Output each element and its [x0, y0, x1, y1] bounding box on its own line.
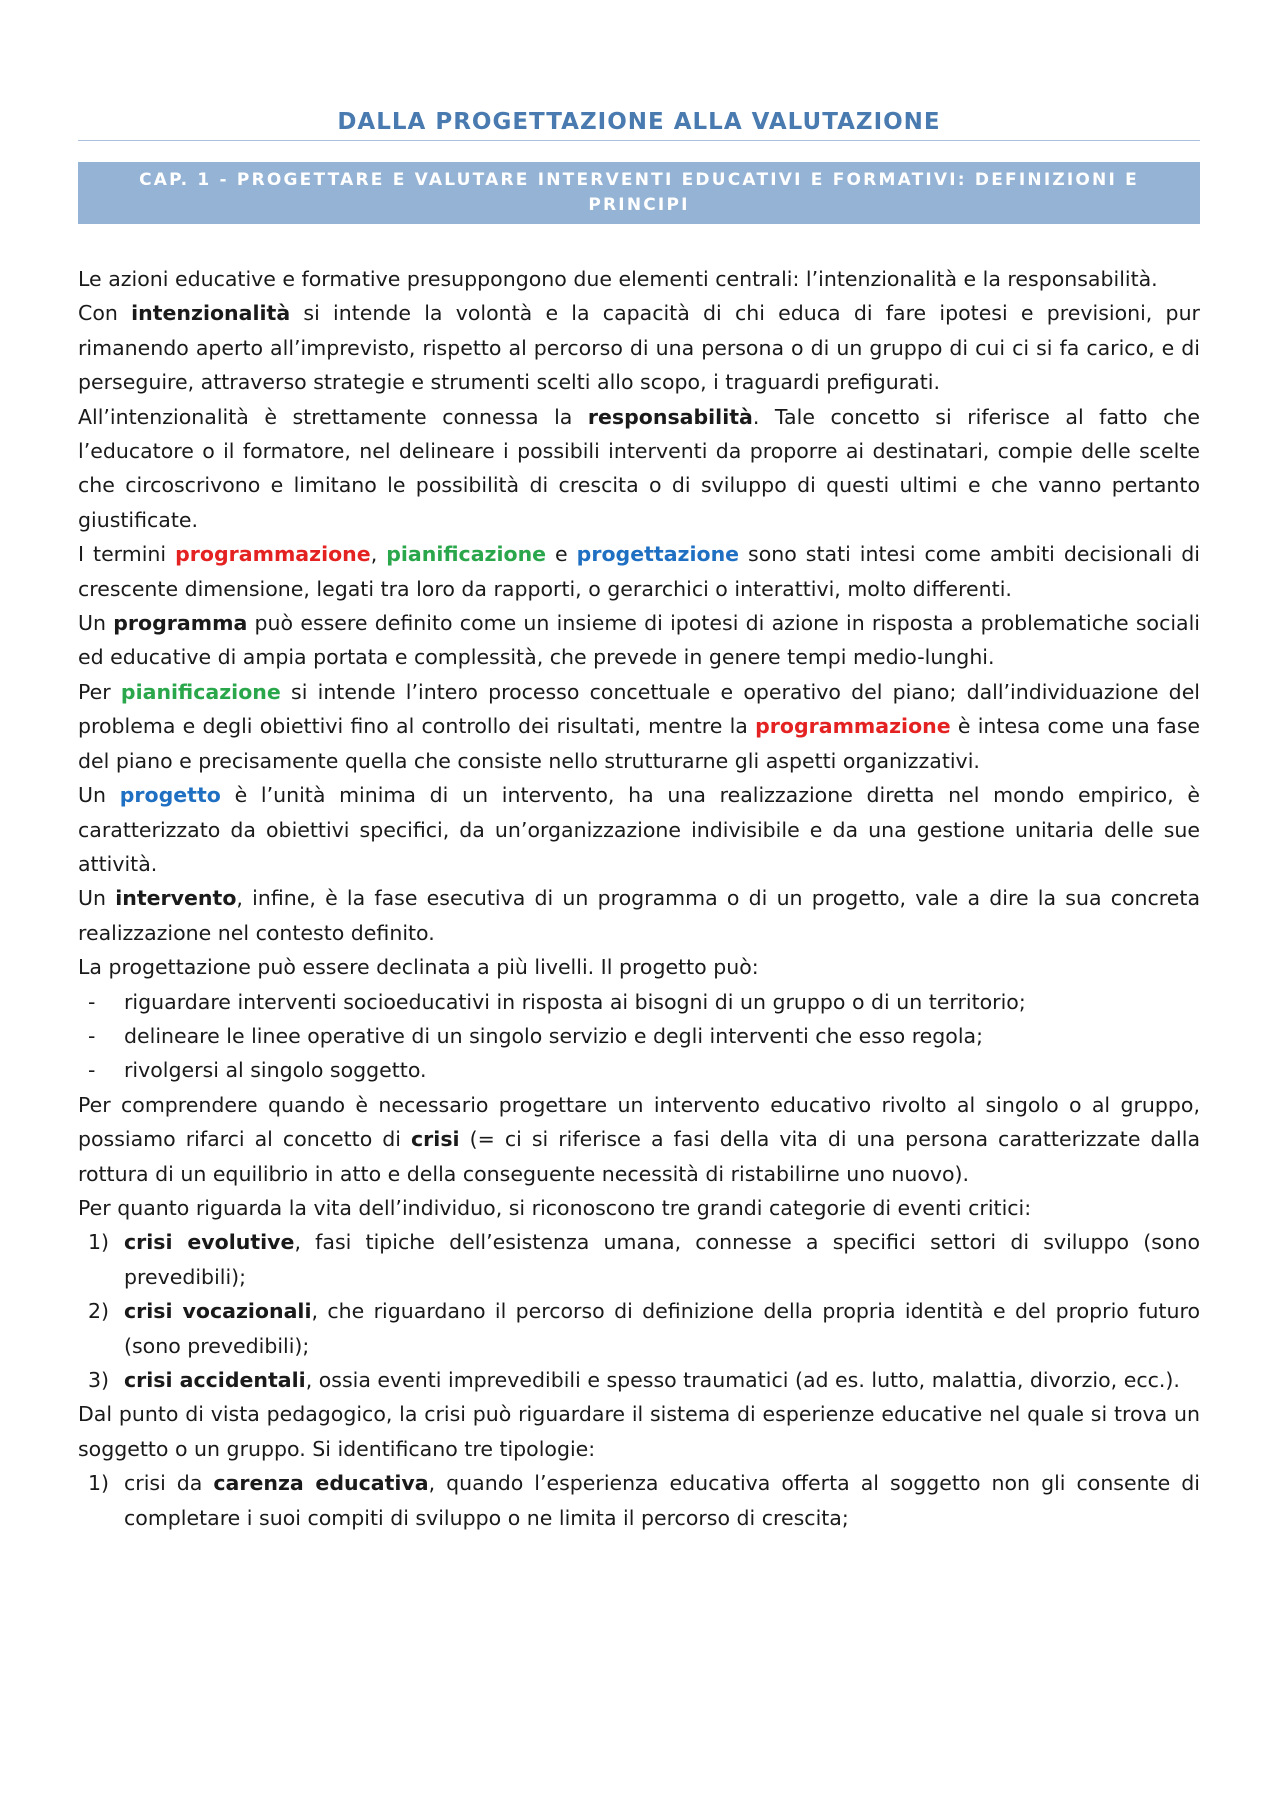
list-item — [78, 985, 1200, 1019]
tipologie-list — [78, 1466, 1200, 1535]
list-item-text: rivolgersi al singolo soggetto. — [124, 1058, 427, 1083]
list-number: 1) — [88, 1230, 110, 1255]
document-title: DALLA PROGETTAZIONE ALLA VALUTAZIONE — [337, 109, 941, 135]
term-progetto: progetto — [119, 783, 221, 808]
text-run: Un — [78, 783, 120, 808]
text-run: I termini — [78, 542, 176, 567]
term-intervento: intervento — [115, 886, 237, 911]
text-run: , infine, è la fase esecutiva di un programma o di un progetto, vale a dire la sua concreta realizzazione nel contesto definito. — [78, 886, 1201, 945]
list-item — [78, 1294, 1200, 1363]
list-item — [78, 1019, 1200, 1053]
chapter-heading-line-1: CAP. 1 - PROGETTARE E VALUTARE INTERVENTI EDUCATIVI E FORMATIVI: DEFINIZIONI E — [139, 170, 1139, 190]
text-run: Per — [78, 679, 121, 704]
term-responsabilita: responsabilità — [587, 404, 753, 429]
text-run: e — [546, 542, 577, 567]
dash-marker: - — [88, 989, 96, 1014]
text-run: , — [370, 542, 387, 567]
text-run: , ossia eventi imprevedibili e spesso traumatici (ad es. lutto, malattia, divorzio, ecc.). — [305, 1368, 1180, 1392]
term-carenza-educativa: carenza educativa — [213, 1471, 429, 1496]
text-run: è l’unità minima di un intervento, ha una realizzazione diretta nel mondo empirico, è caratterizzato da obiettivi specifici, da un’organizzazione indivisibile e da una gestione unitaria delle sue attività. — [78, 783, 1201, 876]
text-run: si intende l’intero processo concettuale e operativo del piano; dall’individuazione del problema e degli obiettivi fino al controllo dei risultati, mentre la — [78, 679, 1200, 739]
paragraph-intervento — [78, 881, 1200, 950]
list-item-text: delineare le linee operative di un singolo servizio e degli interventi che esso regola; — [124, 1023, 984, 1048]
paragraph-intro: Le azioni educative e formative presuppongono due elementi centrali: l’intenzionalità e la responsabilità. — [78, 267, 1158, 291]
dash-list — [78, 985, 1200, 1088]
term-intenzionalita: intenzionalità — [131, 301, 291, 326]
document-body — [78, 262, 1200, 1535]
term-programmazione: programmazione — [175, 542, 371, 567]
term-crisi-accidentali: crisi accidentali — [124, 1368, 306, 1392]
paragraph-pianificazione — [78, 675, 1200, 778]
term-crisi: crisi — [411, 1127, 460, 1152]
chapter-heading — [78, 162, 1200, 224]
term-pianificazione: pianificazione — [120, 679, 281, 704]
list-item — [78, 1363, 1200, 1397]
paragraph-punto-di-vista-pedagogico: Dal punto di vista pedagogico, la crisi può riguardare il sistema di esperienze educative nel quale si trova un soggetto o un gruppo. Si identificano tre tipologie: — [78, 1402, 1200, 1461]
text-run: (= ci si riferisce a fasi della vita di una persona caratterizzate dalla rottura di un equilibrio in atto e della conseguente necessità di ristabilirne uno nuovo). — [78, 1127, 1201, 1186]
paragraph-programma — [78, 606, 1200, 675]
paragraph-crisi — [78, 1088, 1200, 1191]
list-number: 1) — [88, 1471, 110, 1496]
text-run: . Tale concetto si riferisce al fatto che l’educatore o il formatore, nel delineare i possibili interventi da proporre ai destinatari, compie delle scelte che circoscrivono e limitano le possibilità di crescita o di sviluppo di questi ultimi e che vanno pertanto giustificate. — [78, 404, 1200, 532]
text-run: si intende la volontà e la capacità di chi educa di fare ipotesi e previsioni, pur rimanendo aperto all’imprevisto, rispetto al percorso di una persona o di un gruppo di cui ci si fa carico, e di perseguire, attraverso strategie e strumenti scelti allo scopo, i traguardi prefigurati. — [78, 301, 1200, 395]
crisi-list — [78, 1225, 1200, 1397]
text-run: Con — [78, 301, 132, 326]
paragraph-intenzionalita — [78, 296, 1200, 399]
text-run: All’intenzionalità è strettamente connessa la — [78, 404, 588, 429]
dash-marker: - — [88, 1058, 96, 1083]
paragraph-termini — [78, 537, 1200, 606]
list-item-text: riguardare interventi socioeducativi in risposta ai bisogni di un gruppo o di un territorio; — [124, 989, 1026, 1014]
text-run: crisi da — [124, 1471, 214, 1496]
text-run: , fasi tipiche dell’esistenza umana, connesse a specifici settori di sviluppo (sono prevedibili); — [124, 1230, 1201, 1289]
list-item — [78, 1053, 1200, 1087]
text-run: Per comprendere quando è necessario progettare un intervento educativo rivolto al singolo o al gruppo, possiamo rifarci al concetto di — [78, 1092, 1200, 1152]
list-number: 2) — [88, 1299, 110, 1324]
text-run: , quando l’esperienza educativa offerta al soggetto non gli consente di completare i suoi compiti di sviluppo o ne limita il percorso di crescita; — [124, 1471, 1200, 1530]
text-run: può essere definito come un insieme di ipotesi di azione in risposta a problematiche sociali ed educative di ampia portata e complessità, che prevede in genere tempi medio-lunghi. — [78, 611, 1200, 670]
text-run: , che riguardano il percorso di definizione della propria identità e del proprio futuro (sono prevedibili); — [124, 1299, 1200, 1358]
text-run: Un — [78, 611, 114, 636]
list-item — [78, 1225, 1200, 1294]
term-progettazione: progettazione — [576, 542, 740, 567]
paragraph-livelli: La progettazione può essere declinata a più livelli. Il progetto può: — [78, 955, 759, 980]
chapter-heading-line-2: PRINCIPI — [588, 195, 690, 215]
paragraph-progetto — [78, 778, 1200, 881]
text-run: Un — [78, 886, 116, 911]
list-item — [78, 1466, 1200, 1535]
paragraph-eventi-critici: Per quanto riguarda la vita dell’individuo, si riconoscono tre grandi categorie di eventi critici: — [78, 1195, 1032, 1220]
text-run: è intesa come una fase del piano e precisamente quella che consiste nello strutturarne gli aspetti organizzativi. — [78, 714, 1200, 773]
term-crisi-vocazionali: crisi vocazionali — [124, 1299, 312, 1324]
term-pianificazione: pianificazione — [386, 542, 547, 567]
term-programma: programma — [113, 611, 248, 636]
text-run: sono stati intesi come ambiti decisionali di crescente dimensione, legati tra loro da rapporti, o gerarchici o interattivi, molto differenti. — [78, 542, 1200, 601]
term-crisi-evolutive: crisi evolutive — [124, 1230, 295, 1255]
term-programmazione: programmazione — [755, 714, 951, 739]
paragraph-responsabilita — [78, 400, 1200, 538]
list-number: 3) — [88, 1368, 110, 1392]
dash-marker: - — [88, 1023, 96, 1048]
title-underline — [78, 140, 1200, 141]
